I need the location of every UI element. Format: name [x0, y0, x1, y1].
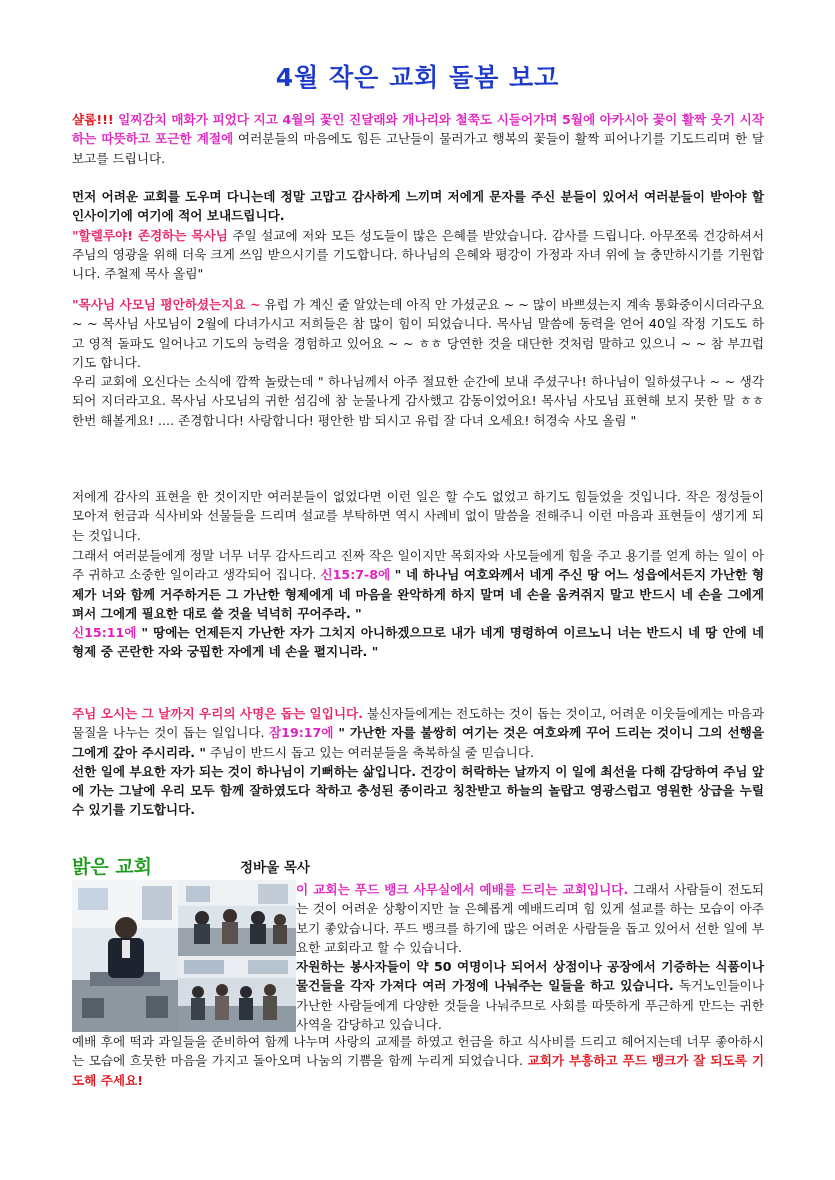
intro-highlight: 일찌감치 매화가 피었다 지고 4월의 꽃인 진달래와 개나리와 철쭉도 시들어가며 5월에 아카시아 꽃이 활짝 웃기 시작하는 따뜻하고 포근한 계절에 — [72, 112, 764, 147]
scripture-quote-2: " 땅에는 언제든지 가난한 자가 그치지 아니하겠으므로 내가 네게 명령하여 이르노니 너는 반드시 네 땅 안에 네 형제 중 곤란한 자와 궁핍한 자에게 네 손을 펼지니라. " — [72, 625, 764, 660]
prayer-request: 교회가 부흥하고 푸드 뱅크가 잘 되도록 기도해 주세요! — [72, 1053, 764, 1088]
church-header — [72, 852, 764, 876]
church-photos — [72, 880, 296, 1032]
church-text-3: 예배 후에 떡과 과일들을 준비하여 함께 나누며 사랑의 교제를 하였고 헌금을 하고 식사비를 드리고 헤어지는데 너무 좋아하시는 모습에 흐뭇한 마음을 가지고 돌아오며 나눔의 기쁨을 함께 누리게 되었습니다. — [72, 1034, 764, 1069]
message2-text: 유럽 가 계신 줄 알았는데 아직 안 가셨군요 ~ ~ 많이 바쁘셨는지 계속 통화중이시더라구요 ~ ~ 목사님 사모님이 2월에 다녀가시고 저희들은 참 많이 힘이 되었습니다. 목사님 말씀에 동력을 얻어 40일 작정 기도도 하고 영적 돌파도 일어나고 기도의 능력을 경험하고 있어요 ~ ~ ㅎㅎ 당연한 것을 대단한 것처럼 말하고 있으니 ~ ~ 참 부끄럽기도 합니다. — [72, 297, 764, 370]
thanks-intro: 먼저 어려운 교회를 도우며 다니는데 정말 고맙고 감사하게 느끼며 저에게 문자를 주신 분들이 있어서 여러분들이 받아야 할 인사이기에 여기에 적어 보내드립니다. — [72, 189, 764, 224]
scripture-quote-1: " 네 하나님 여호와께서 네게 주신 땅 어느 성읍에서든지 가난한 형제가 너와 함께 거주하거든 그 가난한 형제에게 네 마음을 완악하게 하지 말며 네 손을 움켜쥐지 말고 반드시 네 손을 그에게 펴서 그에게 필요한 대로 쓸 것을 넉넉히 꾸어주라. " — [72, 567, 764, 621]
scripture-ref-3: 잠19:17에 — [269, 725, 334, 741]
church-name: 밝은 교회 — [72, 856, 153, 878]
message1-text: 주일 설교에 저와 모든 성도들이 많은 은혜를 받았습니다. 감사를 드립니다. 아무쪼록 건강하셔서 주님의 영광을 위해 더욱 크게 쓰임 받으시기를 기도합니다. 하나님의 은혜와 평강이 가정과 자녀 위에 늘 충만하시기를 기원합니다. 주철제 목사 올림" — [72, 227, 764, 282]
mission-paragraph — [72, 704, 764, 820]
church-text-1: 그래서 사람들이 전도되는 것이 어려운 상황이지만 늘 은혜롭게 예배드리며 힘 있게 설교를 하는 모습이 아주 보기 좋았습니다. 푸드 뱅크를 하기에 많은 어려운 사람들을 돕고 있어서 선한 일에 부요한 교회라고 할 수 있습니다. — [296, 882, 764, 955]
mission-heading: 주님 오시는 그 날까지 우리의 사명은 돕는 일입니다. — [72, 706, 363, 721]
church-description — [296, 880, 764, 1034]
greeting: 샬롬!!! — [72, 112, 114, 127]
photo-congregation-2 — [178, 956, 296, 1032]
intro-text: 여러분들의 마음에도 힘든 고난들이 물러가고 행복의 꽃들이 활짝 피어나기를 기도드리며 한 달 보고를 드립니다. — [72, 131, 765, 166]
intro-paragraph — [72, 110, 764, 168]
pastor-name: 정바울 목사 — [240, 860, 310, 876]
scripture-paragraph — [72, 546, 764, 662]
reflection-paragraph: 저에게 감사의 표현을 한 것이지만 여러분들이 없었다면 이런 일은 할 수도 없었고 하기도 힘들었을 것입니다. 작은 정성들이 모아져 헌금과 식사비와 선물들을 드리며 설교를 부탁하면 역시 사례비 없이 말씀을 전해주니 이런 마음과 표현들이 생기게 되는 것입니다. — [72, 489, 764, 543]
church-volunteers: 자원하는 봉사자들이 약 50 여명이나 되어서 상점이나 공장에서 기증하는 식품이나 물건들을 각자 가져다 여러 가정에 나눠주는 일들을 하고 있습니다. — [296, 959, 764, 994]
message2-text-2: 우리 교회에 오신다는 소식에 깜짝 놀랐는데 " 하나님께서 아주 절묘한 순간에 보내 주셨구나! 하나님이 일하셨구나 ~ ~ 생각되어 지더라고요. 목사님 사모님의 귀한 섬김에 참 눈물나게 감사했고 감동이었어요! 목사님 사모님 표현해 보지 못한 말 ㅎㅎ 한번 해볼게요! .... 존경합니다! 사랑합니다! 평안한 밤 되시고 유럽 잘 다녀 오세요! 허경숙 사모 올림 " — [72, 374, 764, 428]
church-text-2: 독거노인들이나 가난한 사람들에게 다양한 것들을 나눠주므로 사회를 따뜻하게 푸근하게 만드는 귀한 사역을 감당하고 있습니다. — [296, 978, 764, 1033]
message1-opening: "할렐루야! 존경하는 목사님 — [72, 227, 228, 243]
mission-prayer: 선한 일에 부요한 자가 되는 것이 하나님이 기뻐하는 삶입니다. 건강이 허락하는 날까지 이 일에 최선을 다해 감당하여 주님 앞에 가는 그날에 우리 모두 함께 잘하였도다 착하고 충성된 종이라고 칭찬받고 하늘의 놀랍고 영광스럽고 영원한 상급을 누릴 수 있기를 기도합니다. — [72, 763, 764, 818]
scripture-ref-2: 신15:11에 — [72, 625, 137, 641]
photo-preacher — [72, 880, 178, 1032]
message2-opening: "목사님 사모님 평안하셨는지요 ~ — [72, 297, 261, 312]
scripture-ref-1: 신15:7-8에 — [320, 567, 391, 583]
scripture-quote-3: " 가난한 자를 불쌍히 여기는 것은 여호와께 꾸어 드리는 것이니 그의 선행을 그에게 갚아 주시리라. " — [72, 725, 764, 760]
thanks-paragraph — [72, 187, 764, 283]
church-highlight: 이 교회는 푸드 뱅크 사무실에서 예배를 드리는 교회입니다. — [296, 882, 629, 897]
page-title: 4월 작은 교회 돌봄 보고 — [275, 63, 560, 92]
church-closing — [72, 1032, 764, 1090]
message2-paragraph — [72, 295, 764, 430]
photo-congregation-1 — [178, 880, 296, 956]
mission-blessing: 주님이 반드시 돕고 있는 여러분들을 축복하실 줄 믿습니다. — [206, 744, 535, 760]
mission-text: 불신자들에게는 전도하는 것이 돕는 것이고, 어려운 이웃들에게는 마음과 물질을 나누는 것이 돕는 일입니다. — [72, 706, 765, 741]
scripture-intro: 그래서 여러분들에게 정말 너무 너무 감사드리고 진짜 작은 일이지만 목회자와 사모들에게 힘을 주고 용기를 얻게 하는 일이 아주 귀하고 소중한 일이라고 생각되어 집니다. — [72, 548, 764, 583]
